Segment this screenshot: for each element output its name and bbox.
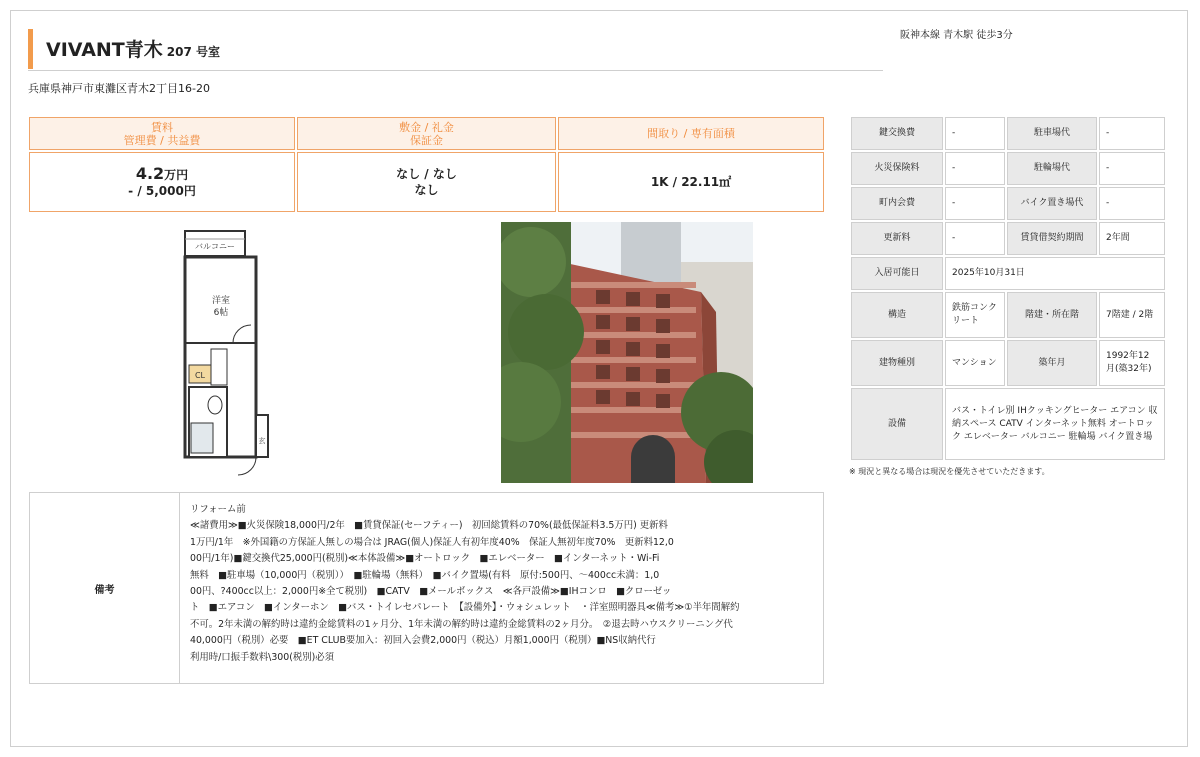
rent-unit: 万円	[164, 167, 189, 182]
page-title	[46, 35, 220, 62]
deposit-header	[297, 117, 556, 150]
remarks-label: 備考	[30, 493, 180, 683]
mgmt-value: - / 5,000円	[128, 183, 196, 198]
spec-key-equipment: 設備	[851, 388, 943, 460]
layout-label: 間取り / 専有面積	[647, 127, 735, 140]
deposit-label: 敷金 / 礼金	[399, 120, 454, 134]
spec-row	[851, 222, 1165, 255]
spec-key-structure: 構造	[851, 292, 943, 338]
spec-value-equipment: バス・トイレ別 IHクッキングヒーター エアコン 収納スペース CATV インターネット無料 オートロック エレベーター バルコニー 駐輪場 バイク置き場	[945, 388, 1165, 460]
floorplan-entrance-label: 玄	[258, 437, 266, 445]
spec-row	[851, 257, 1165, 290]
rent-value: 4.2	[135, 163, 165, 183]
spec-key-town-fee: 町内会費	[851, 187, 943, 220]
spec-value-move-in: 2025年10月31日	[945, 257, 1165, 290]
spec-row	[851, 152, 1165, 185]
floorplan-balcony-label: バルコニー	[195, 242, 235, 251]
spec-value-built: 1992年12月(築32年)	[1099, 340, 1165, 386]
spec-value-structure: 鉄筋コンクリート	[945, 292, 1005, 338]
spec-key-contract: 賃貸借契約期間	[1007, 222, 1097, 255]
spec-key-key-exchange: 鍵交換費	[851, 117, 943, 150]
guarantee-label: 保証金	[410, 133, 443, 147]
spec-row	[851, 187, 1165, 220]
layout-value: 1K / 22.11㎡	[650, 175, 732, 189]
spec-row	[851, 117, 1165, 150]
spec-key-parking: 駐車場代	[1007, 117, 1097, 150]
building-name: VIVANT青木	[46, 39, 163, 61]
disclaimer-note: ※ 現況と異なる場合は現況を優先させていただきます。	[849, 467, 1050, 476]
building-photo	[501, 222, 753, 483]
spec-value-parking: -	[1099, 117, 1165, 150]
rent-value-box	[29, 152, 295, 212]
floorplan-room-name: 洋室	[211, 296, 231, 306]
spec-value-town-fee: -	[945, 187, 1005, 220]
floorplan-closet-label: CL	[194, 371, 206, 380]
spec-key-floors: 階建・所在階	[1007, 292, 1097, 338]
title-accent	[28, 29, 33, 69]
access-info: 阪神本線 青木駅 徒歩3分	[900, 30, 1013, 41]
layout-header	[558, 117, 824, 150]
spec-value-fire-insurance: -	[945, 152, 1005, 185]
address: 兵庫県神戸市東灘区青木2丁目16-20	[28, 82, 210, 95]
spec-value-renewal: -	[945, 222, 1005, 255]
spec-key-bicycle: 駐輪場代	[1007, 152, 1097, 185]
spec-value-contract: 2年間	[1099, 222, 1165, 255]
spec-value-bicycle: -	[1099, 152, 1165, 185]
rent-label: 賃料	[151, 120, 173, 134]
spec-key-fire-insurance: 火災保険料	[851, 152, 943, 185]
spec-row	[851, 292, 1165, 338]
rent-header	[29, 117, 295, 150]
deposit-value-box	[297, 152, 556, 212]
remarks-text: リフォーム前 ≪諸費用≫■火災保険18,000円/2年 ■賃貸保証(セーフティー) 初回総賃料の70%(最低保証料3.5万円) 更新料 1万円/1年 ※外国籍の方保証人無しの場合は JRAG(個人)保証人有初年度40% 保証人無初年度70% 更新料12,0 00円/1年)■鍵交換代25,000円(税別)≪本体設備≫■オートロック ■エレベーター ■インターネット・Wi-Fi 無料 ■駐車場（10,000円（税別）） ■駐輪場（無料） ■バイク置場(有料 原付:500円、～400cc未満：1,0 00円、?400cc以上：2,000円※全て税別) ■CATV ■メールボックス ≪各戸設備≫■IHコンロ ■クローゼッ ト ■エアコン ■インターホン ■バス・トイレセパレート 【設備外】・ウォシュレット ・洋室照明器具≪備考≫①半年間解約 不可。2年未満の解約時は違約金総賃料の1ヶ月分、1年未満の解約時は違約金総賃料の2ヶ月分。 ②退去時ハウスクリーニング代 40,000円（税別）必要 ■ET CLUB要加入：初回入会費2,000円（税込）月額1,000円（税別）■NS収納代行 利用時/口振手数料\300(税別)必須	[190, 504, 740, 663]
floorplan-image	[181, 225, 271, 482]
spec-key-building-type: 建物種別	[851, 340, 943, 386]
spec-value-building-type: マンション	[945, 340, 1005, 386]
spec-row	[851, 340, 1165, 386]
layout-value-box	[558, 152, 824, 212]
spec-key-renewal: 更新料	[851, 222, 943, 255]
remarks-box	[29, 492, 824, 684]
spec-value-key-exchange: -	[945, 117, 1005, 150]
spec-row	[851, 388, 1165, 460]
spec-table	[849, 115, 1167, 462]
spec-key-move-in: 入居可能日	[851, 257, 943, 290]
deposit-value: なし / なし	[396, 167, 457, 181]
floorplan-room-size: 6帖	[213, 308, 229, 318]
guarantee-value: なし	[414, 183, 439, 197]
spec-key-built: 築年月	[1007, 340, 1097, 386]
spec-value-bike: -	[1099, 187, 1165, 220]
mgmt-label: 管理費 / 共益費	[123, 133, 201, 147]
spec-key-bike: バイク置き場代	[1007, 187, 1097, 220]
spec-value-floors: 7階建 / 2階	[1099, 292, 1165, 338]
title-bar	[28, 29, 883, 71]
room-number: 207 号室	[166, 45, 220, 59]
